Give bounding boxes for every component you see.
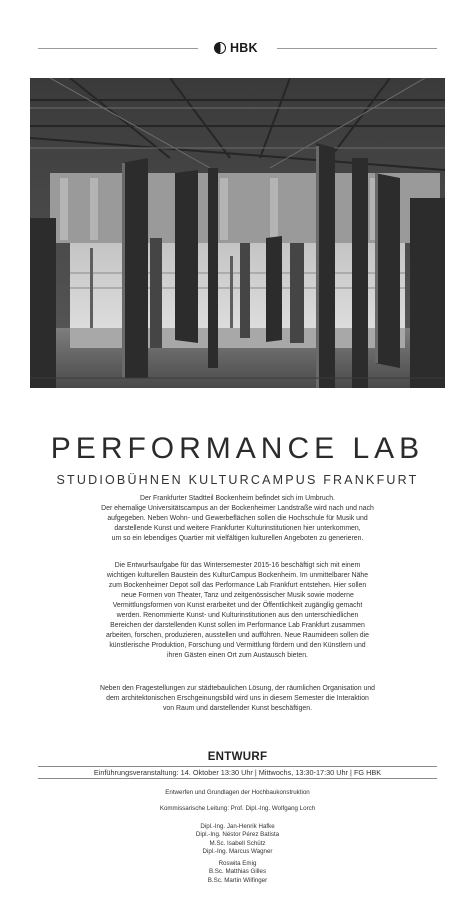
intro-event-line: Einführungsveranstaltung: 14. Oktober 13:30 Uhr | Mittwochs, 13:30-17:30 Uhr | FG HBK <box>93 768 382 777</box>
entwurf-heading: ENTWURF <box>207 751 268 763</box>
hbk-logo <box>214 40 274 56</box>
logo-text: HBK <box>230 41 258 55</box>
header-rule-left <box>38 48 198 49</box>
intro-line: um so ein lebendiges Quartier mit vielfältigen kulturellen Angeboten zu generieren. <box>111 535 364 542</box>
intro-line: Der Frankfurter Stadtteil Bockenheim befindet sich im Umbruch. <box>140 495 335 502</box>
task-line: werden. Renommierte Kunst- und Kulturinstitutionen aus den unterschiedlichen <box>116 612 359 619</box>
studio-hall-photo <box>30 78 445 388</box>
task-line: neue Formen von Theater, Tanz und zeitgenössischer Musik sowie moderne <box>121 592 354 599</box>
intro-line: Der ehemalige Universitätscampus an der Bockenheimer Landstraße wird nach und nach <box>101 505 374 512</box>
department-name: Entwerfen und Grundlagen der Hochbaukonstruktion <box>165 789 310 796</box>
closing-line: von Raum und darstellender Kunst beschäftigen. <box>162 705 312 712</box>
lead-name: Kommissarische Leitung: Prof. Dipl.-Ing. Wolfgang Lorch <box>159 805 316 812</box>
entwurf-rule-top <box>38 766 437 767</box>
credits-group-assistants <box>0 860 475 885</box>
task-line: ihren Gästen einen Ort zum Austausch bieten. <box>167 652 308 659</box>
hbk-circle-logo-icon <box>214 42 226 54</box>
task-paragraph <box>46 561 429 661</box>
intro-line: aufgegeben. Neben Wohn- und Gewerbeflächen sollen die Hochschule für Musik und <box>107 515 368 522</box>
credits-department <box>0 789 475 797</box>
page-subtitle: STUDIOBÜHNEN KULTURCAMPUS FRANKFURT <box>56 473 419 487</box>
page-title: PERFORMANCE LAB <box>50 432 425 465</box>
task-line: Vermittlungsformen von Kunst erarbeitet und der Öffentlichkeit zugänglig gemacht <box>112 602 363 609</box>
closing-line: Neben den Fragestellungen zur städtebaulichen Lösung, der räumlichen Organisation und <box>99 685 376 692</box>
intro-paragraph <box>46 494 429 544</box>
task-line: zum Bockenheimer Depot soll das Performance Lab Frankfurt entstehen. Hier sollen <box>108 582 367 589</box>
header-rule-right <box>277 48 437 49</box>
assistant-name: B.Sc. Martin Wilfinger <box>207 876 268 884</box>
task-line: Die Entwurfsaufgabe für das Wintersemester 2015-16 beschäftigt sich mit einem <box>114 562 361 569</box>
photo-illustration <box>30 78 445 388</box>
intro-line: darstellende Kunst und weitere Frankfurter Kulturinstitutionen hier unterkommen, <box>114 525 361 532</box>
assistant-name: Roswita Emig <box>218 860 257 867</box>
entwurf-rule-bottom <box>38 778 437 779</box>
task-line: arbeiten, forschen, produzieren, ausstellen und aufführen. Neue Raumideen sollen die <box>105 632 370 639</box>
credits-lead <box>0 805 475 813</box>
staff-name: Dipl.-Ing. Jan-Henrik Hafke <box>200 823 275 830</box>
closing-line: dem architektonischen Erschgeinungsbild wird uns in diesem Semester die Interaktion <box>106 695 369 702</box>
staff-name: Dipl.-Ing. Marcus Wagner <box>202 847 273 855</box>
credits-group-staff <box>0 823 475 856</box>
assistant-name: B.Sc. Matthias Gilles <box>208 868 267 876</box>
closing-paragraph <box>46 684 429 714</box>
staff-name: Dipl.-Ing. Néstor Pérez Batista <box>195 831 280 839</box>
staff-name: M.Sc. Isabell Schütz <box>209 839 266 847</box>
header-bar <box>38 38 437 58</box>
task-line: Bereichen der darstellenden Kunst sollen im Performance Lab Frankfurt zusammen <box>110 622 365 629</box>
task-line: künstlerische Produktion, Forschung und Vermittlung fördern und den Künstlern und <box>109 642 366 649</box>
task-line: wichtigen kulturellen Baustein des KulturCampus Bockenheim. Im unmittelbarer Nähe <box>106 572 369 579</box>
